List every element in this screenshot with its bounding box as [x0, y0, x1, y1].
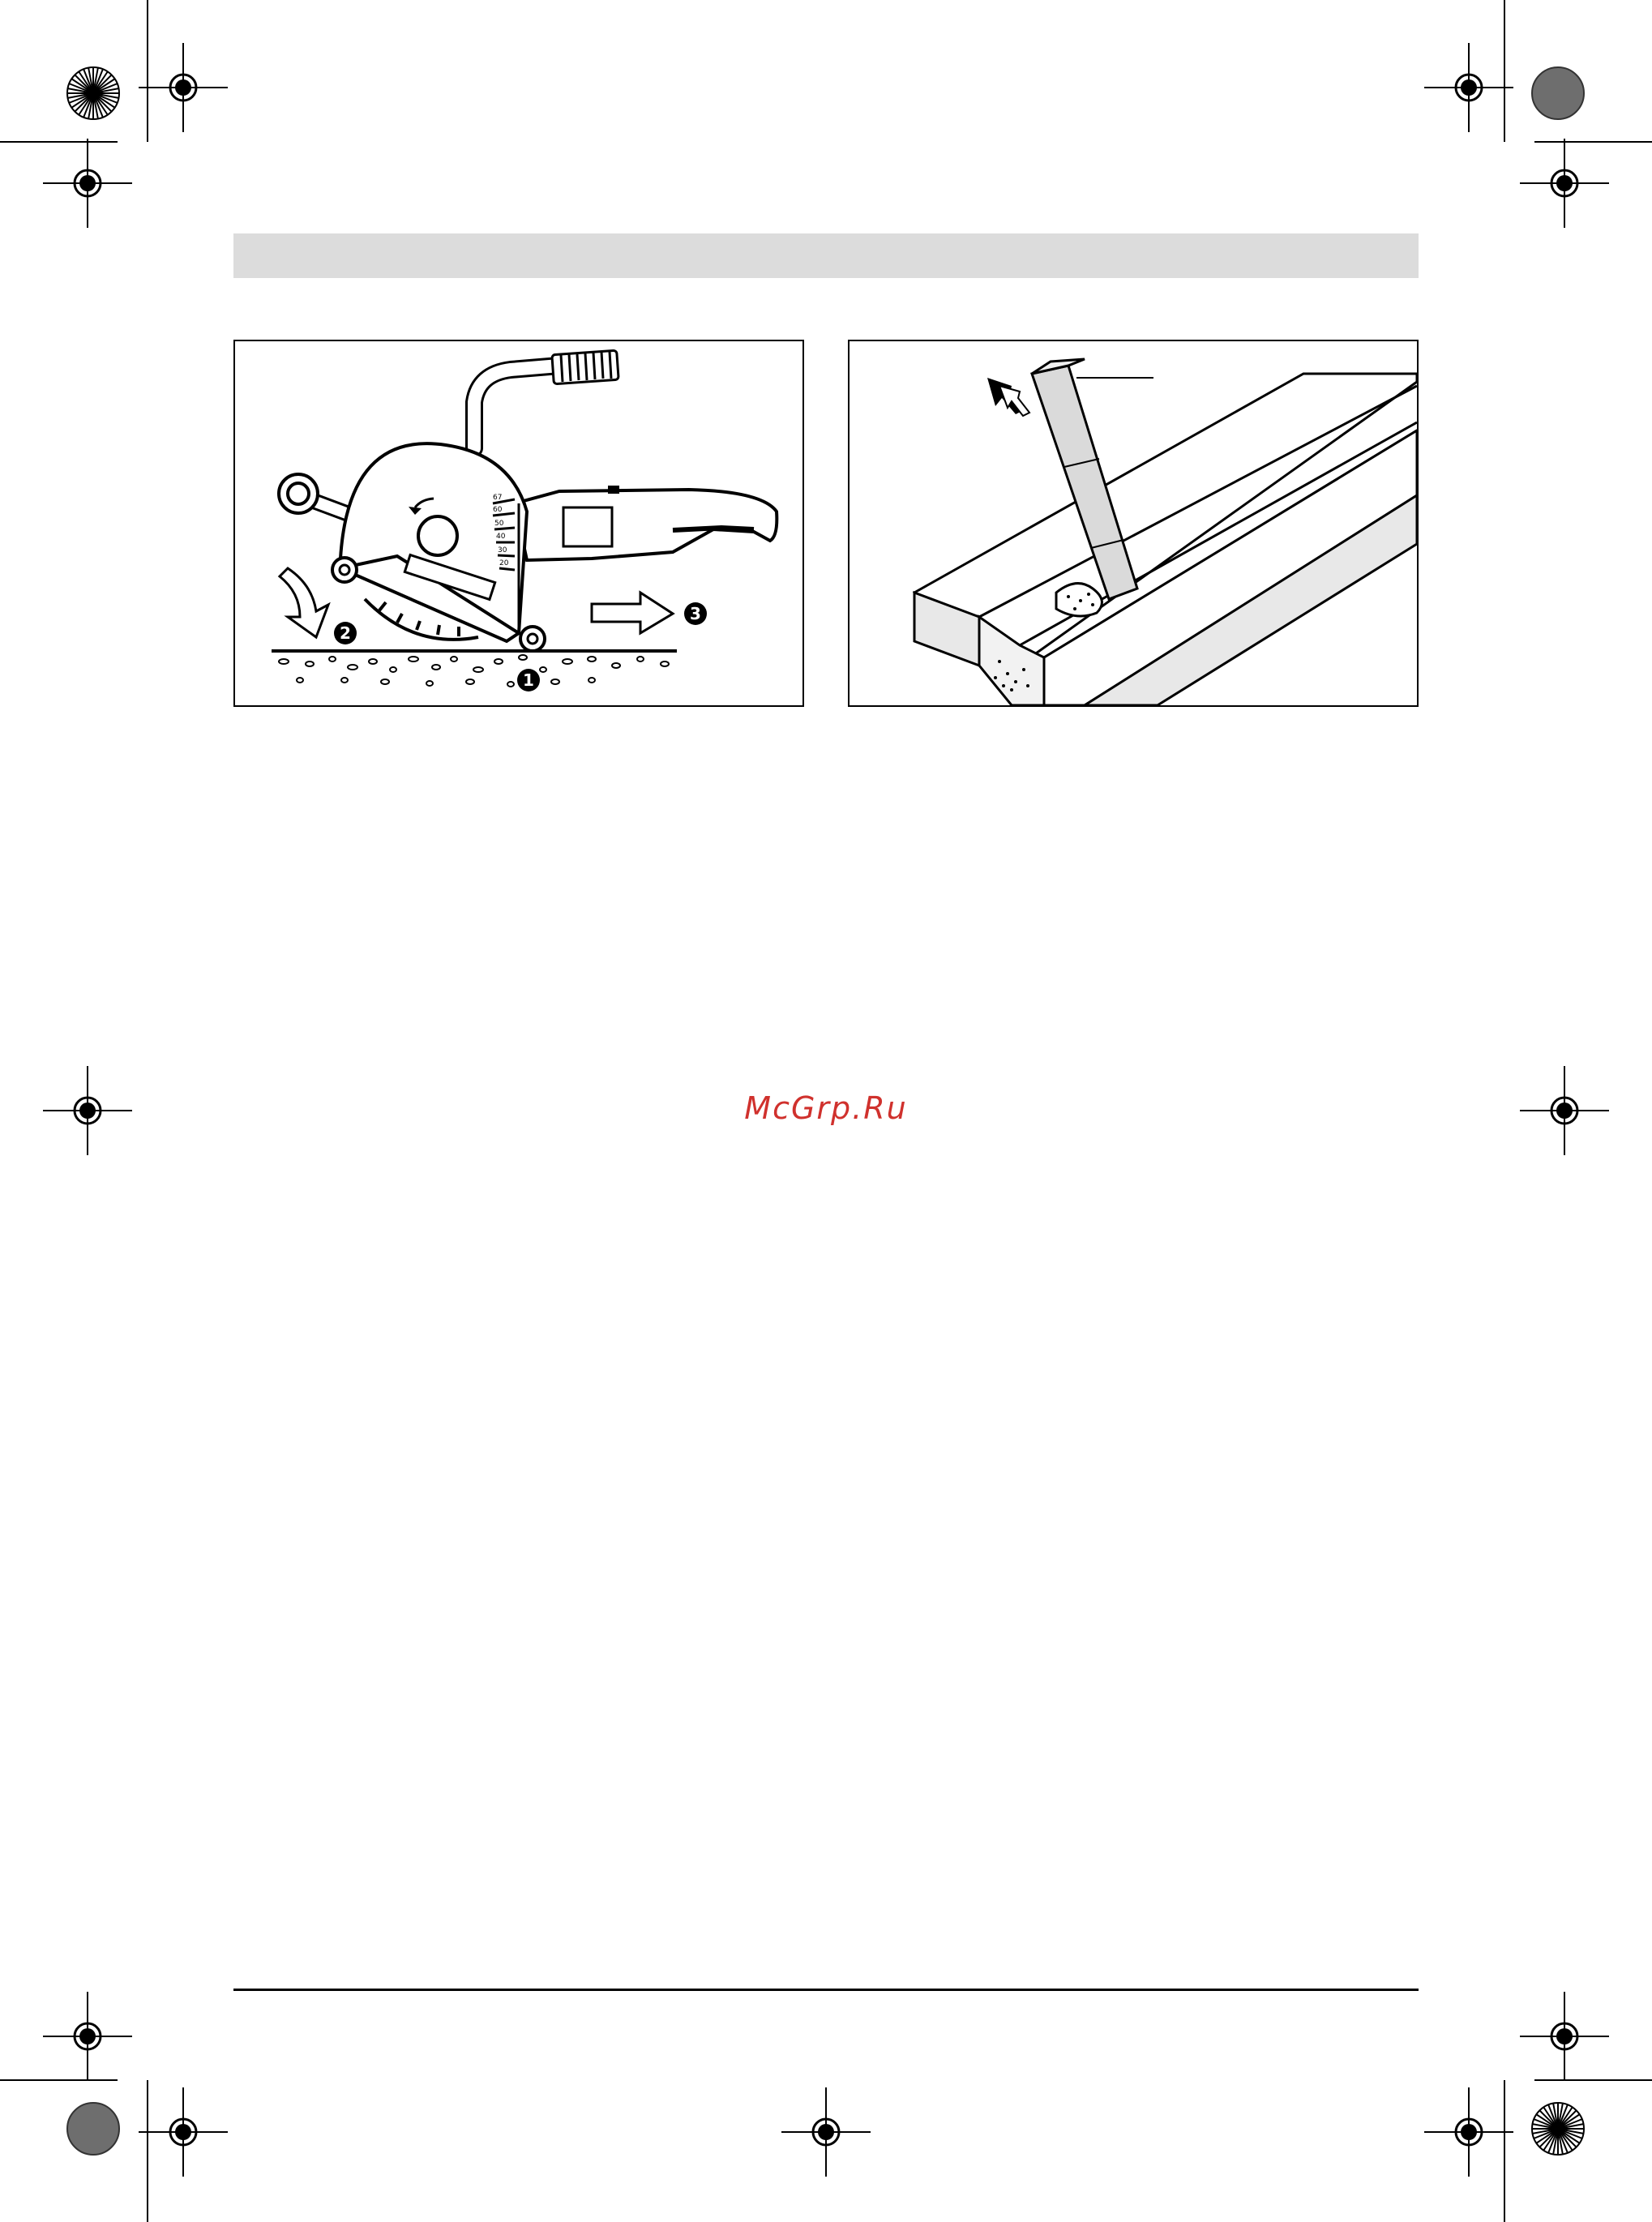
- crosshair-icon-right-lower: [1520, 1992, 1609, 2081]
- crosshair-icon-left-upper: [43, 139, 132, 228]
- crosshair-icon-top-left: [139, 43, 228, 132]
- starburst-icon-top-left: [67, 67, 119, 119]
- scale-tick-67: 67: [493, 494, 503, 502]
- svg-text:2: 2: [340, 623, 351, 643]
- watermark: McGrp.Ru: [744, 1090, 908, 1126]
- scale-tick-30: 30: [498, 546, 507, 554]
- scale-tick-40: 40: [496, 533, 506, 541]
- crosshair-icon-right-upper: [1520, 139, 1609, 228]
- svg-text:3: 3: [690, 604, 701, 623]
- gray-disc-icon-top-right: [1532, 67, 1584, 119]
- crosshair-icon-right-middle: [1520, 1066, 1609, 1155]
- crosshair-icon-bottom-left: [139, 2087, 228, 2177]
- starburst-icon-bottom-right: [1532, 2103, 1584, 2155]
- crosshair-icon-left-middle: [43, 1066, 132, 1155]
- svg-text:1: 1: [523, 670, 534, 690]
- scale-tick-20: 20: [499, 559, 509, 567]
- crosshair-icon-top-right: [1424, 43, 1513, 132]
- gray-disc-icon-bottom-left: [67, 2103, 119, 2155]
- crosshair-icon-bottom-center: [781, 2087, 871, 2177]
- scale-tick-60: 60: [493, 506, 503, 514]
- crosshair-icon-bottom-right: [1424, 2087, 1513, 2177]
- crosshair-icon-left-lower: [43, 1992, 132, 2081]
- scale-tick-50: 50: [494, 520, 504, 528]
